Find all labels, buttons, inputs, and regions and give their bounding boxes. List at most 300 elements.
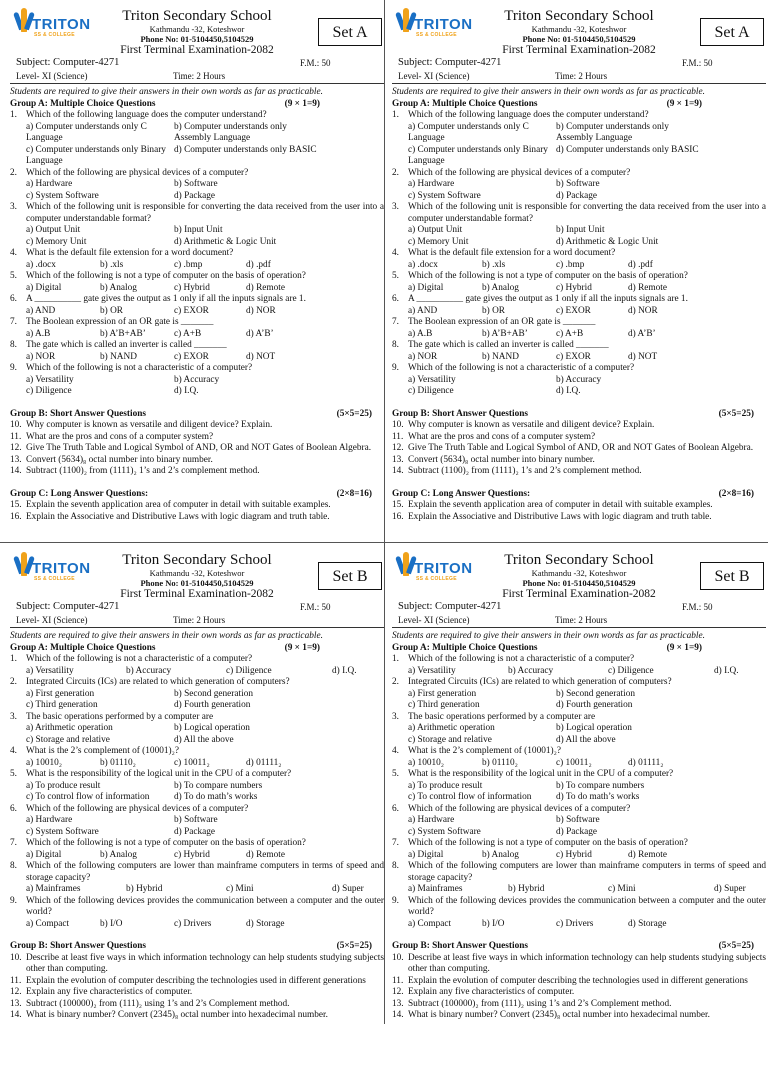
subject: Subject: Computer-4271 — [398, 601, 502, 612]
question: 1. Which of the following language does the computer understand? — [10, 110, 267, 120]
option: d) Fourth generation — [556, 700, 633, 710]
option: c) Hybrid — [556, 282, 592, 293]
header-rule — [10, 627, 384, 628]
option: a) Versatility — [408, 665, 456, 676]
option: c) Computer understands only Binary Language — [408, 144, 548, 166]
options — [10, 179, 384, 202]
exam-title: First Terminal Examination-2082 — [502, 44, 656, 56]
option: b) OR — [100, 305, 123, 316]
option: a) .docx — [408, 259, 438, 270]
option: b) Computer understands only Assembly Language — [174, 121, 287, 143]
option: a) Hardware — [26, 815, 73, 825]
options — [392, 884, 766, 896]
question: 13. Subtract (100000)₂ from (111)₂ using 1’s and 2’s Complement method. — [392, 998, 672, 1009]
options — [10, 260, 384, 272]
group-c-title: Group C: Long Answer Questions: (2×8=16) — [10, 488, 372, 499]
question: 8. Which of the following computers are lower than mainframe computers in terms of speed and storage capacity? — [392, 861, 766, 883]
school-logo: TRITON SS & COLLEGE — [10, 552, 80, 588]
vertical-divider — [384, 0, 385, 1024]
instruction: Students are required to give their answers in their own words as far as practicable. — [10, 631, 323, 641]
option: c) Hybrid — [174, 282, 210, 293]
option: b) Computer understands only Assembly Language — [556, 121, 669, 143]
option: b) Software — [174, 179, 218, 189]
option: c) EXOR — [174, 305, 209, 316]
question: 14. Subtract (1100)₂ from (1111)₂ 1’s and 2’s complement method. — [10, 466, 260, 476]
options — [10, 758, 384, 770]
option: a) Output Unit — [408, 225, 463, 235]
options — [392, 225, 766, 248]
option: c) System Software — [26, 826, 99, 837]
options — [10, 352, 384, 364]
option: c) Diligence — [608, 665, 654, 676]
school-address: Kathmandu -32, Koteshwor Phone No: 01-5104450,5104529 — [140, 24, 254, 44]
option: a) Versatility — [408, 374, 456, 385]
option: d) .pdf — [628, 259, 653, 270]
option: c) .bmp — [556, 259, 585, 270]
options — [392, 329, 766, 341]
option: b) I/O — [100, 918, 123, 929]
option: d) I.Q. — [556, 386, 581, 396]
option: a) Computer understands only C Language — [26, 121, 147, 143]
option: a) NOR — [408, 351, 438, 362]
option: a) Digital — [408, 849, 444, 860]
option: d) Arithmetic & Logic Unit — [174, 236, 277, 247]
option: a) 10010₂ — [408, 757, 445, 768]
options — [10, 329, 384, 341]
question: 4. What is the 2’s complement of (10001)₂? — [392, 746, 561, 756]
option: a) AND — [26, 305, 56, 316]
option: d) To do math’s works — [556, 792, 640, 802]
option: d) Computer understands only BASIC — [556, 144, 699, 155]
question-paper-set-b-right — [392, 548, 766, 1086]
question: 2. Which of the following are physical devices of a computer? — [10, 167, 249, 178]
instruction: Students are required to give their answers in their own words as far as practicable. — [392, 87, 705, 97]
option: d) NOT — [246, 351, 276, 362]
option: b) Analog — [482, 282, 519, 293]
group-a-title: Group A: Multiple Choice Questions (9 × 1=9) — [10, 642, 320, 653]
full-marks: F.M.: 50 — [682, 58, 713, 68]
option: b) Input Unit — [174, 225, 223, 235]
question: 6. A __________ gate gives the output as 1 only if all the inputs signals are 1. — [10, 294, 306, 304]
option: a) Versatility — [26, 665, 74, 676]
option: c) Diligence — [226, 665, 272, 676]
option: c) Storage and relative — [26, 734, 110, 745]
options — [10, 283, 384, 295]
option: a) Digital — [26, 282, 62, 293]
question: 3. The basic operations performed by a computer are — [392, 711, 596, 722]
school-address: Kathmandu -32, Koteshwor Phone No: 01-5104450,5104529 — [140, 568, 254, 588]
full-marks: F.M.: 50 — [300, 602, 331, 612]
option: d) I.Q. — [174, 386, 199, 396]
question: 8. Which of the following computers are lower than mainframe computers in terms of speed and storage capacity? — [10, 861, 384, 883]
school-name: Triton Secondary School — [504, 8, 654, 24]
options — [10, 306, 384, 318]
exam-title: First Terminal Examination-2082 — [502, 588, 656, 600]
options — [392, 850, 766, 862]
options — [392, 122, 766, 168]
question: 11. What are the pros and cons of a computer system? — [392, 431, 596, 442]
question: 13. Subtract (100000)₂ from (111)₂ using 1’s and 2’s Complement method. — [10, 998, 290, 1009]
set-label: Set A — [700, 18, 764, 46]
option: b) A’B+AB’ — [482, 328, 528, 339]
option: d) Remote — [246, 849, 285, 860]
question: 6. Which of the following are physical devices of a computer? — [392, 803, 631, 814]
option: b) A’B+AB’ — [100, 328, 146, 339]
option: b) To compare numbers — [556, 780, 645, 791]
option: b) Software — [556, 179, 600, 189]
level: Level- XI (Science) — [398, 71, 470, 81]
options — [392, 375, 766, 398]
full-marks: F.M.: 50 — [682, 602, 713, 612]
options — [10, 723, 384, 746]
question: 2. Integrated Circuits (ICs) are related to which generation of computers? — [392, 677, 672, 687]
option: c) Drivers — [556, 918, 594, 929]
school-name: Triton Secondary School — [504, 552, 654, 568]
option: c) Mini — [608, 884, 636, 894]
set-label: Set B — [700, 562, 764, 590]
time: Time: 2 Hours — [555, 615, 608, 625]
header-rule — [392, 627, 766, 628]
option: c) Memory Unit — [26, 236, 87, 247]
option: d) All the above — [556, 734, 616, 745]
paper-header — [392, 4, 766, 84]
horizontal-divider — [0, 542, 768, 543]
option: a) AND — [408, 305, 438, 316]
option: d) To do math’s works — [174, 792, 258, 802]
options — [10, 781, 384, 804]
option: c) Third generation — [26, 700, 98, 710]
option: a) A.B — [408, 328, 433, 339]
question: 13. Convert (5634)₈ octal number into binary number. — [392, 454, 595, 465]
question: 7. The Boolean expression of an OR gate is _______ — [10, 317, 214, 327]
instruction: Students are required to give their answers in their own words as far as practicable. — [392, 631, 705, 641]
question: 11. What are the pros and cons of a computer system? — [10, 431, 214, 442]
option: b) NAND — [100, 351, 137, 362]
option: a) First generation — [408, 688, 477, 699]
option: b) Hybrid — [126, 884, 163, 894]
group-b-title: Group B: Short Answer Questions (5×5=25) — [10, 941, 372, 951]
question: 4. What is the default file extension for a word document? — [10, 248, 234, 258]
question: 1. Which of the following is not a characteristic of a computer? — [10, 654, 253, 664]
header-rule — [10, 83, 384, 84]
question: 12. Explain any five characteristics of computer. — [10, 987, 193, 997]
option: d) Fourth generation — [174, 700, 251, 710]
option: d) Package — [174, 826, 216, 837]
instruction: Students are required to give their answers in their own words as far as practicable. — [10, 87, 323, 97]
question: 5. What is the responsibility of the logical unit in the CPU of a computer? — [392, 769, 674, 779]
option: c) Hybrid — [174, 849, 210, 860]
question: 11. Explain the evolution of computer describing the technologies used in different generations — [10, 975, 366, 986]
options — [392, 815, 766, 838]
options — [10, 815, 384, 838]
subject: Subject: Computer-4271 — [398, 57, 502, 68]
question: 5. Which of the following is not a type of computer on the basis of operation? — [392, 271, 688, 281]
option: a) .docx — [26, 259, 56, 270]
option: c) Storage and relative — [408, 734, 492, 745]
options — [392, 283, 766, 295]
option: d) I.Q. — [332, 665, 357, 676]
option: a) NOR — [26, 351, 56, 362]
option: c) Mini — [226, 884, 254, 894]
option: b) Software — [174, 815, 218, 825]
question: 6. A __________ gate gives the output as 1 only if all the inputs signals are 1. — [392, 294, 688, 304]
question: 14. What is binary number? Convert (2345)₈ octal number into hexadecimal number. — [10, 1010, 328, 1020]
exam-title: First Terminal Examination-2082 — [120, 44, 274, 56]
exam-title: First Terminal Examination-2082 — [120, 588, 274, 600]
options — [392, 919, 766, 931]
option: c) Hybrid — [556, 849, 592, 860]
group-b-title: Group B: Short Answer Questions (5×5=25) — [392, 408, 754, 419]
school-logo: TRITON SS & COLLEGE — [392, 8, 462, 44]
option: c) System Software — [408, 826, 481, 837]
paper-body — [10, 631, 384, 1022]
question: 9. Which of the following is not a characteristic of a computer? — [10, 363, 253, 373]
group-a-title: Group A: Multiple Choice Questions (9 × 1=9) — [10, 98, 320, 109]
school-name: Triton Secondary School — [122, 552, 272, 568]
options — [10, 122, 384, 168]
question: 16. Explain the Associative and Distributive Laws with logic diagram and truth table. — [10, 511, 330, 522]
options — [392, 758, 766, 770]
paper-body — [392, 87, 766, 523]
option: b) NAND — [482, 351, 519, 362]
option: c) 10011₂ — [174, 757, 210, 768]
option: d) I.Q. — [714, 665, 739, 676]
level: Level- XI (Science) — [16, 71, 88, 81]
option: d) Storage — [246, 918, 285, 929]
school-name: Triton Secondary School — [122, 8, 272, 24]
option: a) To produce result — [26, 780, 101, 791]
group-c-title: Group C: Long Answer Questions: (2×8=16) — [392, 488, 754, 499]
question-paper-set-a-right — [392, 4, 766, 542]
question: 3. Which of the following unit is responsible for converting the data received from the user into a computer understandable format? — [392, 202, 766, 224]
question: 2. Integrated Circuits (ICs) are related to which generation of computers? — [10, 677, 290, 687]
option: d) All the above — [174, 734, 234, 745]
option: b) Accuracy — [508, 665, 554, 676]
time: Time: 2 Hours — [173, 71, 226, 81]
options — [10, 919, 384, 931]
options — [392, 179, 766, 202]
options — [10, 375, 384, 398]
option: d) Super — [714, 884, 746, 894]
option: b) Hybrid — [508, 884, 545, 894]
options — [10, 850, 384, 862]
school-logo: TRITON SS & COLLEGE — [10, 8, 80, 44]
question: 1. Which of the following is not a characteristic of a computer? — [392, 654, 635, 664]
option: b) 01110₂ — [482, 757, 518, 768]
option: c) Third generation — [408, 700, 480, 710]
option: c) .bmp — [174, 259, 203, 270]
question: 12. Give The Truth Table and Logical Symbol of AND, OR and NOT Gates of Boolean Algebra. — [10, 443, 372, 453]
question: 5. What is the responsibility of the logical unit in the CPU of a computer? — [10, 769, 292, 779]
question: 15. Explain the seventh application area of computer in detail with suitable examples. — [392, 500, 713, 510]
question: 8. The gate which is called an inverter is called _______ — [10, 340, 227, 350]
option: b) Logical operation — [174, 723, 250, 733]
option: c) Drivers — [174, 918, 212, 929]
option: b) Second generation — [556, 688, 635, 699]
group-a-title: Group A: Multiple Choice Questions (9 × 1=9) — [392, 98, 702, 109]
option: a) Arithmetic operation — [408, 723, 495, 733]
option: a) Arithmetic operation — [26, 723, 113, 733]
option: d) Package — [556, 826, 598, 837]
question: 8. The gate which is called an inverter is called _______ — [392, 340, 609, 350]
option: c) Diligence — [408, 386, 454, 396]
question: 10. Why computer is known as versatile and diligent device? Explain. — [10, 420, 273, 430]
question: 4. What is the default file extension for a word document? — [392, 248, 616, 258]
question: 16. Explain the Associative and Distributive Laws with logic diagram and truth table. — [392, 511, 712, 522]
question: 6. Which of the following are physical devices of a computer? — [10, 803, 249, 814]
option: c) To control flow of information — [408, 792, 532, 802]
option: a) Mainframes — [26, 884, 81, 894]
group-b-title: Group B: Short Answer Questions (5×5=25) — [392, 941, 754, 951]
question: 12. Give The Truth Table and Logical Symbol of AND, OR and NOT Gates of Boolean Algebra. — [392, 443, 754, 453]
school-address: Kathmandu -32, Koteshwor Phone No: 01-5104450,5104529 — [522, 568, 636, 588]
paper-header — [10, 4, 384, 84]
option: a) Computer understands only C Language — [408, 121, 529, 143]
option: d) 01111₂ — [246, 757, 282, 768]
option: d) NOR — [246, 305, 276, 316]
time: Time: 2 Hours — [555, 71, 608, 81]
option: d) A’B’ — [246, 328, 274, 339]
option: c) To control flow of information — [26, 792, 150, 802]
option: b) Analog — [100, 849, 137, 860]
option: a) Digital — [408, 282, 444, 293]
paper-body — [10, 87, 384, 523]
option: c) EXOR — [174, 351, 209, 362]
option: a) Hardware — [408, 815, 455, 825]
option: a) First generation — [26, 688, 95, 699]
option: d) Remote — [628, 849, 667, 860]
question-paper-set-b-left — [10, 548, 384, 1086]
question: 9. Which of the following devices provides the communication between a computer and the outer world? — [392, 895, 766, 917]
option: b) Software — [556, 815, 600, 825]
option: a) Output Unit — [26, 225, 81, 235]
header-rule — [392, 83, 766, 84]
option: b) Analog — [482, 849, 519, 860]
question: 10. Describe at least five ways in which information technology can help students studying subjects other than computing. — [10, 952, 384, 974]
option: c) System Software — [26, 190, 99, 201]
option: b) Analog — [100, 282, 137, 293]
paper-body — [392, 631, 766, 1022]
option: b) Accuracy — [556, 374, 602, 385]
question: 14. What is binary number? Convert (2345)₈ octal number into hexadecimal number. — [392, 1010, 710, 1020]
option: d) NOT — [628, 351, 658, 362]
option: b) 01110₂ — [100, 757, 136, 768]
question: 14. Subtract (1100)₂ from (1111)₂ 1’s and 2’s complement method. — [392, 466, 642, 476]
question: 12. Explain any five characteristics of computer. — [392, 987, 575, 997]
option: a) Digital — [26, 849, 62, 860]
option: d) NOR — [628, 305, 658, 316]
group-a-title: Group A: Multiple Choice Questions (9 × 1=9) — [392, 642, 702, 653]
question: 5. Which of the following is not a type of computer on the basis of operation? — [10, 271, 306, 281]
question: 9. Which of the following is not a characteristic of a computer? — [392, 363, 635, 373]
option: a) Compact — [26, 918, 70, 929]
school-address: Kathmandu -32, Koteshwor Phone No: 01-5104450,5104529 — [522, 24, 636, 44]
question: 9. Which of the following devices provides the communication between a computer and the outer world? — [10, 895, 384, 917]
option: d) Remote — [628, 282, 667, 293]
question: 11. Explain the evolution of computer describing the technologies used in different generations — [392, 975, 748, 986]
option: c) 10011₂ — [556, 757, 592, 768]
option: a) A.B — [26, 328, 51, 339]
option: d) Package — [174, 190, 216, 201]
options — [392, 352, 766, 364]
level: Level- XI (Science) — [16, 615, 88, 625]
question: 3. Which of the following unit is responsible for converting the data received from the user into a computer understandable format? — [10, 202, 384, 224]
full-marks: F.M.: 50 — [300, 58, 331, 68]
question: 3. The basic operations performed by a computer are — [10, 711, 214, 722]
question: 13. Convert (5634)₈ octal number into binary number. — [10, 454, 213, 465]
question: 7. Which of the following is not a type of computer on the basis of operation? — [392, 838, 688, 848]
option: a) Versatility — [26, 374, 74, 385]
option: b) Input Unit — [556, 225, 605, 235]
option: c) Memory Unit — [408, 236, 469, 247]
option: c) EXOR — [556, 351, 591, 362]
paper-header — [392, 548, 766, 628]
level: Level- XI (Science) — [398, 615, 470, 625]
option: b) Accuracy — [126, 665, 172, 676]
question-paper-set-a-left — [10, 4, 384, 542]
option: d) .pdf — [246, 259, 271, 270]
question: 4. What is the 2’s complement of (10001)₂? — [10, 746, 179, 756]
option: b) .xls — [100, 259, 124, 270]
option: d) Computer understands only BASIC — [174, 144, 317, 155]
options — [10, 666, 384, 678]
option: a) Hardware — [26, 179, 73, 189]
option: d) Remote — [246, 282, 285, 293]
option: a) Mainframes — [408, 884, 463, 894]
time: Time: 2 Hours — [173, 615, 226, 625]
school-logo: TRITON SS & COLLEGE — [392, 552, 462, 588]
question: 7. Which of the following is not a type of computer on the basis of operation? — [10, 838, 306, 848]
option: d) Arithmetic & Logic Unit — [556, 236, 659, 247]
options — [10, 689, 384, 712]
option: b) .xls — [482, 259, 506, 270]
option: a) 10010₂ — [26, 757, 63, 768]
options — [392, 306, 766, 318]
question: 10. Why computer is known as versatile and diligent device? Explain. — [392, 420, 655, 430]
question: 1. Which of the following language does the computer understand? — [392, 110, 649, 120]
option: d) 01111₂ — [628, 757, 664, 768]
option: c) EXOR — [556, 305, 591, 316]
option: a) To produce result — [408, 780, 483, 791]
option: d) Super — [332, 884, 364, 894]
options — [392, 666, 766, 678]
option: b) OR — [482, 305, 505, 316]
option: c) Computer understands only Binary Language — [26, 144, 166, 166]
question: 7. The Boolean expression of an OR gate is _______ — [392, 317, 596, 327]
option: c) A+B — [556, 328, 584, 339]
option: a) Compact — [408, 918, 452, 929]
option: d) Storage — [628, 918, 667, 929]
option: b) Logical operation — [556, 723, 632, 733]
options — [392, 260, 766, 272]
option: d) A’B’ — [628, 328, 656, 339]
option: c) A+B — [174, 328, 202, 339]
subject: Subject: Computer-4271 — [16, 57, 120, 68]
group-b-title: Group B: Short Answer Questions (5×5=25) — [10, 408, 372, 419]
option: a) Hardware — [408, 179, 455, 189]
option: c) System Software — [408, 190, 481, 201]
question: 2. Which of the following are physical devices of a computer? — [392, 167, 631, 178]
option: d) Package — [556, 190, 598, 201]
set-label: Set A — [318, 18, 382, 46]
paper-header — [10, 548, 384, 628]
options — [392, 781, 766, 804]
option: b) To compare numbers — [174, 780, 263, 791]
subject: Subject: Computer-4271 — [16, 601, 120, 612]
options — [392, 689, 766, 712]
options — [392, 723, 766, 746]
set-label: Set B — [318, 562, 382, 590]
